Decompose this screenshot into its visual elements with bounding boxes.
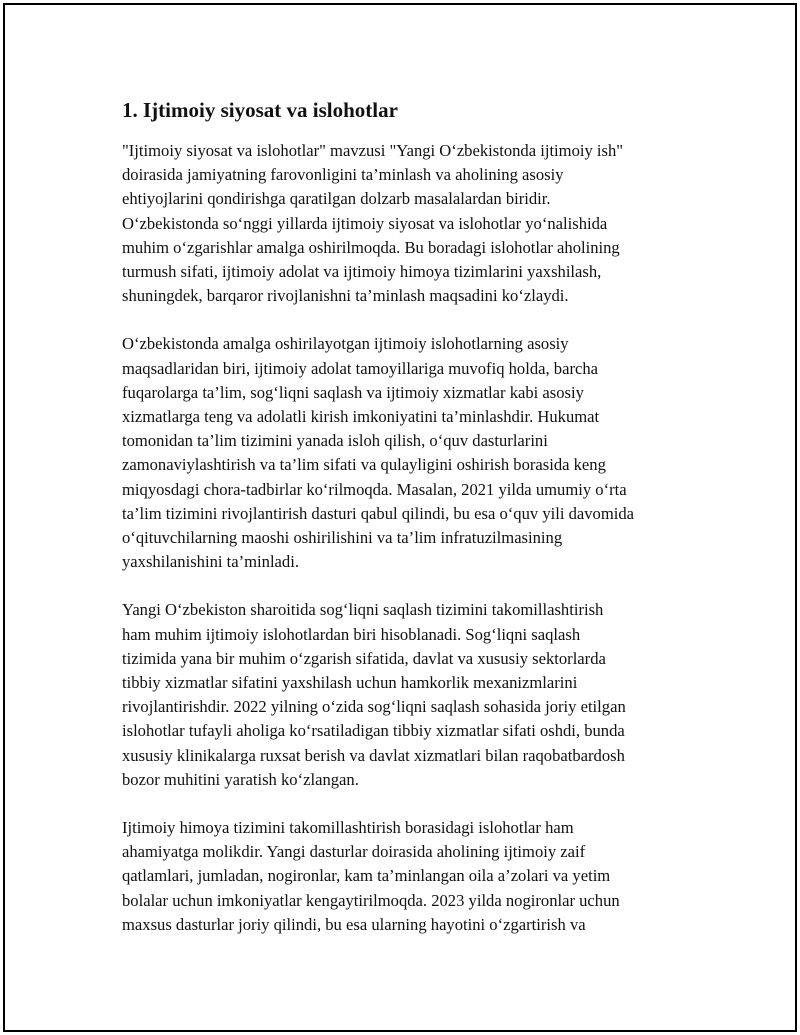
text-line: xizmatlarga teng va adolatli kirish imkoniyatini ta’minlashdir. Hukumat [122, 407, 600, 427]
paragraph-3 [122, 598, 699, 792]
text-line: fuqarolarga ta’lim, sog‘liqni saqlash va ijtimoiy xizmatlar kabi asosiy [122, 382, 584, 402]
text-line: "Ijtimoiy siyosat va islohotlar" mavzusi "Yangi O‘zbekistonda ijtimoiy ish" [122, 141, 624, 160]
text-line: shuningdek, barqaror rivojlanishni ta’minlash maqsadini ko‘zlaydi. [122, 286, 569, 306]
document-body [119, 97, 699, 961]
text-line: doirasida jamiyatning farovonligini ta’minlash va aholining asosiy [122, 165, 564, 185]
paragraph-2 [122, 332, 699, 574]
text-line: tomonidan ta’lim tizimini yanada isloh qilish, o‘quv dasturlarini [122, 431, 548, 451]
paragraph-4 [122, 816, 699, 937]
text-line: tizimida yana bir muhim o‘zgarish sifatida, davlat va xususiy sektorlarda [122, 648, 606, 668]
text-line: turmush sifati, ijtimoiy adolat va ijtimoiy himoya tizimlarini yaxshilash, [122, 262, 602, 282]
text-line: islohotlar tufayli aholiga ko‘rsatiladigan tibbiy xizmatlar sifati oshdi, bunda [122, 721, 625, 741]
text-line: ham muhim ijtimoiy islohotlardan biri hisoblanadi. Sog‘liqni saqlash [122, 624, 581, 644]
text-line: maxsus dasturlar joriy qilindi, bu esa ularning hayotini o‘zgartirish va [122, 914, 586, 934]
text-line: yaxshilanishini ta’minladi. [122, 552, 299, 572]
text-line: Ijtimoiy himoya tizimini takomillashtirish borasidagi islohotlar ham [122, 818, 574, 838]
paragraph-1 [122, 139, 699, 308]
text-line: xususiy klinikalarga ruxsat berish va davlat xizmatlari bilan raqobatbardosh [122, 745, 625, 765]
text-line: rivojlantirishdir. 2022 yilning o‘zida sog‘liqni saqlash sohasida joriy etilgan [122, 697, 626, 717]
text-line: o‘qituvchilarning maoshi oshirilishini va ta’lim infratuzilmasining [122, 528, 563, 548]
text-line: bozor muhitini yaratish ko‘zlangan. [122, 769, 359, 789]
text-line: zamonaviylashtirish va ta’lim sifati va qulayligini oshirish borasida keng [122, 455, 606, 475]
section-heading: 1. Ijtimoiy siyosat va islohotlar [122, 98, 398, 122]
text-line: muhim o‘zgarishlar amalga oshirilmoqda. Bu boradagi islohotlar aholining [122, 237, 620, 257]
text-line: ahamiyatga molikdir. Yangi dasturlar doirasida aholining ijtimoiy zaif [122, 842, 586, 862]
text-line: bolalar uchun imkoniyatlar kengaytirilmoqda. 2023 yilda nogironlar uchun [122, 890, 620, 910]
text-line: O‘zbekistonda so‘nggi yillarda ijtimoiy siyosat va islohotlar yo‘nalishida [122, 213, 608, 233]
text-line: tibbiy xizmatlar sifatini yaxshilash uchun hamkorlik mexanizmlarini [122, 673, 578, 693]
text-line: ta’lim tizimini rivojlantirish dasturi qabul qilindi, bu esa o‘quv yili davomida [122, 503, 635, 523]
text-line: miqyosdagi chora-tadbirlar ko‘rilmoqda. Masalan, 2021 yilda umumiy o‘rta [122, 479, 627, 499]
text-line: qatlamlari, jumladan, nogironlar, kam ta’minlangan oila a’zolari va yetim [122, 866, 611, 886]
text-line: ehtiyojlarini qondirishga qaratilgan dolzarb masalalardan biridir. [122, 189, 551, 209]
document-page [3, 3, 797, 1032]
text-line: maqsadlaridan biri, ijtimoiy adolat tamoyillariga muvofiq holda, barcha [122, 358, 599, 378]
text-line: Yangi O‘zbekiston sharoitida sog‘liqni saqlash tizimini takomillashtirish [122, 600, 604, 620]
text-line: O‘zbekistonda amalga oshirilayotgan ijtimoiy islohotlarning asosiy [122, 334, 569, 354]
